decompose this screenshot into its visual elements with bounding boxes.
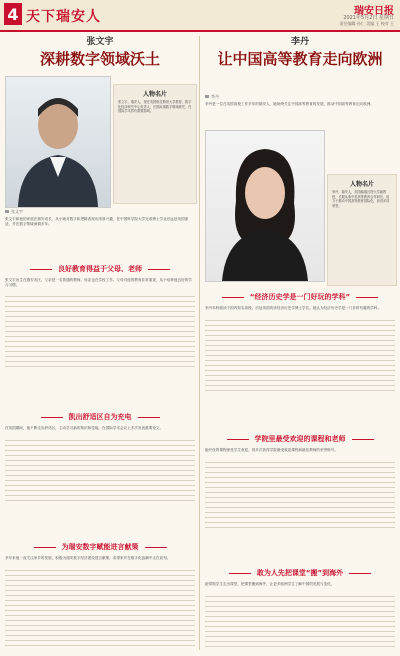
article-intro: 张文宇和他的家庭在瑞安成长，从小就对数字和逻辑表现出浓厚兴趣，在中国科学院大学完成博士学业后远赴英国深造，并在数字领域深耕多年。 [5, 217, 189, 227]
text-lines [205, 462, 395, 532]
subheading-2: 学院里最受欢迎的课程和老师 [203, 434, 397, 444]
subheading-3: 敢为人先把课堂“搬”到海外 [203, 568, 397, 578]
camera-icon [205, 95, 209, 98]
subheading-2: 凯出舒适区自为充电 [3, 412, 197, 422]
profile-card [113, 84, 197, 204]
profile-card-title: 人物名片 [349, 181, 374, 188]
person-portrait-icon [206, 131, 324, 281]
issue-date: 2021年5月2日 星期日 [343, 15, 394, 21]
article-left [3, 34, 197, 652]
editor-credits: 责任编辑 孙仁 美编 王 校对 王 [339, 21, 394, 26]
text-lines [5, 440, 195, 505]
portrait-photo [205, 130, 325, 282]
profile-card [327, 174, 397, 286]
paragraph-2: 她开设的课程深受学生欢迎，曾多次获得学院最受欢迎课程和最佳教师的荣誉称号。 [205, 448, 338, 452]
paragraph-2: 在英国期间，他不断走出舒适区，主动学习新的知识和技能，在国际学术会议上多次发表重要论文。 [5, 426, 164, 430]
text-lines [5, 296, 195, 371]
subheading-3: 为瑞安数字赋能进言献策 [3, 542, 197, 552]
profile-card-title: 人物名片 [142, 91, 167, 98]
article-title: 深耕数字领域沃土 [39, 50, 160, 68]
article-right [203, 34, 397, 652]
photo-caption: 张文宇 [5, 209, 23, 215]
paragraph-1: 张文宇出生在瑞安市区，父亲是一名普通的教师，母亲也在学校工作。父母对他的教育非常重视，从小培养他良好的学习习惯。 [5, 278, 192, 288]
article-intro: 李丹是一位在英国高校工作多年的瑞安人，她始终关注中国高等教育的发展，推动中国高等教育走向欧洲。 [205, 102, 374, 106]
article-title: 让中国高等教育走向欧洲 [217, 50, 383, 68]
paragraph-1: 李丹本科就读于国内知名高校，后赴英国攻读经济历史学博士学位。她认为经济历史学是一门非常有趣的学科。 [205, 306, 382, 310]
text-lines [5, 570, 195, 650]
profile-card-body: 张文宇，瑞安人，现任英国格拉斯哥大学教授、数字化经济研究中心负责人，长期从事数字领域研究，在国际学术界有重要影响。 [118, 100, 192, 114]
page-header [0, 0, 400, 32]
person-portrait-icon [6, 77, 110, 207]
text-lines [205, 596, 395, 651]
subheading-1: “经济历史学是一门好玩的学科” [203, 292, 397, 302]
page-number: 4 [4, 3, 22, 25]
portrait-photo [5, 76, 111, 208]
paragraph-3: 多年来他一直关注家乡的发展，积极为瑞安数字经济建设建言献策，希望家乡在数字化浪潮中走在前列。 [5, 556, 171, 560]
subheading-1: 良好教育得益于父母、老师 [3, 264, 197, 274]
person-name: 李丹 [290, 37, 309, 47]
paragraph-3: 她带领学生走出课堂，把课堂搬到海外，让更多欧洲学生了解中国的发展与变化。 [205, 582, 335, 586]
photo-caption: 李丹 [205, 94, 219, 100]
text-lines [205, 320, 395, 395]
person-name: 张文宇 [86, 37, 114, 47]
column-divider [199, 36, 200, 650]
section-title: 天下瑞安人 [26, 9, 101, 25]
camera-icon [5, 210, 9, 213]
profile-card-body: 李丹，瑞安人，英国赫瑞瓦特大学副教授，长期从事中英高等教育合作研究，致力于推动中国高等教育国际化，获得多项荣誉。 [332, 190, 390, 208]
masthead: 瑞安日报 [354, 6, 394, 17]
